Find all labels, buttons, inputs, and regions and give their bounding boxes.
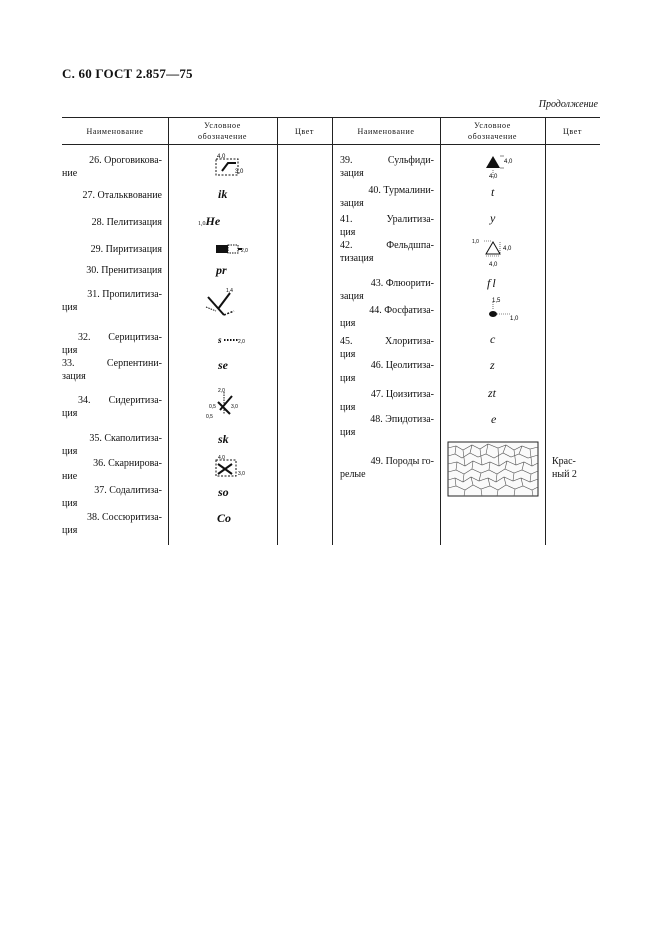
saussurite-symbol: Co	[217, 511, 232, 525]
zeolite-symbol: z	[490, 358, 495, 372]
col-divider	[332, 117, 333, 545]
col-header-symbol-line2: обозначение	[467, 132, 518, 141]
table-row-name: 32. Серицитиза- ция	[62, 332, 162, 356]
col-header-color: Цвет	[563, 127, 582, 136]
table-row-name: 37. Содалитиза- ция	[62, 485, 162, 509]
col-header-symbol-line1: Условное	[474, 121, 511, 130]
chlorite-symbol: c	[490, 332, 496, 346]
svg-text:2,0: 2,0	[218, 388, 225, 394]
svg-text:1,4: 1,4	[226, 288, 233, 294]
col-divider	[440, 117, 441, 545]
serpentine-symbol: se	[218, 358, 228, 372]
siderite-symbol	[206, 386, 246, 420]
table-row-name: 48. Эпидотиза- ция	[340, 414, 434, 438]
phosphate-symbol	[484, 296, 528, 322]
svg-text:0,5: 0,5	[209, 404, 216, 410]
svg-text:4,0: 4,0	[504, 159, 513, 165]
table-row-name: 36. Скарнирова- ние	[62, 458, 162, 482]
table-row-name: 38. Соссюритиза- ция	[62, 512, 162, 536]
page-header: С. 60 ГОСТ 2.857—75	[62, 66, 193, 81]
table-row-name: 44. Фосфатиза- ция	[340, 305, 434, 329]
talc-symbol: ik	[218, 187, 228, 201]
sulfide-symbol	[482, 152, 522, 182]
svg-text:2,0: 2,0	[241, 248, 248, 254]
table-row-name: 33. Серпентини- зация	[62, 358, 162, 382]
col-divider	[168, 117, 169, 545]
table-row-name: 41. Уралитиза- ция	[340, 214, 434, 238]
table-top-rule	[62, 117, 600, 118]
col-header-name: Наименование	[86, 127, 144, 136]
svg-text:3,0: 3,0	[238, 471, 245, 477]
svg-text:4,0: 4,0	[489, 174, 498, 180]
scapolite-symbol: sk	[218, 432, 229, 446]
skarn-symbol	[212, 454, 256, 480]
col-header-name: Наименование	[357, 127, 415, 136]
zoisite-symbol: zt	[488, 386, 497, 400]
svg-text:1,5: 1,5	[492, 298, 501, 304]
tourmaline-symbol: t	[491, 185, 495, 199]
svg-text:4,0: 4,0	[489, 262, 498, 268]
table-header-rule	[62, 144, 600, 145]
fluorite-symbol: fl	[487, 276, 498, 290]
propylite-symbol	[202, 285, 246, 321]
col-header-symbol	[168, 120, 277, 142]
col-header-symbol	[440, 120, 545, 142]
col-divider	[545, 117, 546, 545]
sodalite-symbol: so	[218, 485, 229, 499]
table-row-name: 27. Отальквование	[82, 190, 162, 201]
pyrite-symbol	[214, 243, 250, 255]
svg-text:4,0: 4,0	[503, 246, 512, 252]
svg-text:2,0: 2,0	[238, 339, 245, 345]
svg-text:4,0: 4,0	[218, 455, 225, 461]
table-row-name: 34. Сидеритиза- ция	[62, 395, 162, 419]
col-header-symbol-line1: Условное	[204, 121, 241, 130]
pelite-symbol: 1,0He	[198, 214, 221, 228]
uralite-symbol: y	[490, 211, 496, 225]
table-row-name: 29. Пиритизация	[90, 244, 162, 255]
table-row-name: 40. Турмалини- зация	[340, 185, 434, 209]
table-row-name: 49. Породы го- релые	[340, 456, 434, 480]
table-row-name: 31. Пропилитиза- ция	[62, 289, 162, 313]
svg-text:4,0: 4,0	[217, 154, 226, 160]
col-divider	[277, 117, 278, 545]
table-row-name: 43. Флюорити- зация	[340, 278, 434, 302]
hornfels-symbol	[212, 153, 262, 179]
burnt-rocks-pattern	[448, 442, 538, 496]
svg-text:1,0: 1,0	[510, 316, 519, 322]
table-row-name: 39. Сульфиди- зация	[340, 155, 434, 179]
col-header-symbol-line2: обозначение	[197, 132, 248, 141]
table-row-name: 45. Хлоритиза- ция	[340, 336, 434, 360]
continuation-label: Продолжение	[538, 99, 598, 110]
epidote-symbol: e	[491, 412, 497, 426]
table-row-name: 30. Пренитизация	[86, 265, 162, 276]
svg-text:3,0: 3,0	[231, 404, 238, 410]
svg-text:s: s	[218, 335, 222, 345]
table-row-name: 46. Цеолитиза- ция	[340, 360, 434, 384]
sericite-symbol	[218, 334, 250, 346]
table-row-name: 42. Фельдшпа- тизация	[340, 240, 434, 264]
table-row-name: 35. Скаполитиза- ция	[62, 433, 162, 457]
svg-text:0,5: 0,5	[206, 414, 213, 420]
svg-text:3,0: 3,0	[235, 169, 244, 175]
svg-text:1,0: 1,0	[472, 239, 479, 245]
feldspar-symbol	[470, 236, 520, 268]
table-row-name: 28. Пелитизация	[91, 217, 162, 228]
color-value: Крас- ный 2	[552, 456, 577, 480]
table-row-name: 47. Цоизитиза- ция	[340, 389, 434, 413]
prehnite-symbol: pr	[216, 263, 227, 277]
col-header-color: Цвет	[295, 127, 314, 136]
table-row-name: 26. Ороговикова- ние	[62, 155, 162, 179]
